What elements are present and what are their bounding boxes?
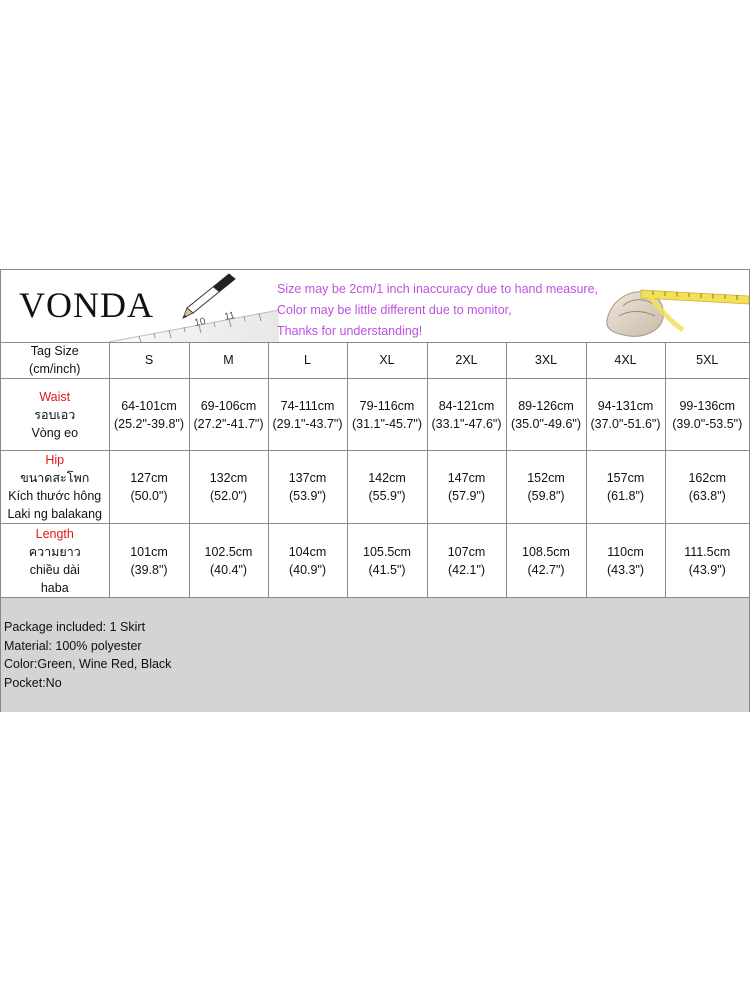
cm-value: 108.5cm <box>522 545 570 559</box>
label-line: Kích thước hông <box>8 489 102 503</box>
cm-value: 111.5cm <box>684 545 731 559</box>
waist-label <box>1 379 109 451</box>
inch-value: (55.9") <box>368 489 406 503</box>
size-chart <box>0 269 750 712</box>
label-line: Hip <box>45 453 65 467</box>
table-cell <box>268 451 347 524</box>
cm-value: 107cm <box>447 545 486 559</box>
inch-value: (37.0"-51.6") <box>590 416 661 431</box>
table-cell <box>586 524 665 599</box>
cm-value: 152cm <box>527 471 565 485</box>
table-cell <box>189 379 268 451</box>
label-line: haba <box>40 581 69 595</box>
cm-value: 147cm <box>447 471 486 485</box>
cm-value: 99-136cm <box>679 398 736 413</box>
table-row-length <box>1 524 749 599</box>
table-cell <box>109 451 189 524</box>
label-line: ความยาว <box>28 545 81 559</box>
table-cell <box>665 451 749 524</box>
cm-value: 64-101cm <box>121 398 177 413</box>
header-label-line: Tag Size <box>30 344 79 358</box>
cm-value: 79-116cm <box>359 398 415 413</box>
pocket-info: Pocket:No <box>4 675 62 690</box>
table-cell <box>189 524 268 599</box>
cm-value: 137cm <box>288 471 327 485</box>
size-table <box>1 342 749 599</box>
cm-value: 105.5cm <box>363 545 411 559</box>
note-line: Color may be little different due to monitor, <box>277 303 512 317</box>
table-cell <box>427 379 506 451</box>
inch-value: (25.2"-39.8") <box>113 416 185 431</box>
inch-value: (50.0") <box>130 489 168 503</box>
header-label-line: (cm/inch) <box>29 362 81 376</box>
length-label <box>1 524 109 599</box>
table-cell <box>347 379 427 451</box>
inch-value: (52.0") <box>209 489 248 503</box>
inch-value: (43.3") <box>606 563 645 577</box>
size-header: S <box>109 342 189 379</box>
size-header: L <box>268 342 347 379</box>
ruler-number: 11 <box>223 310 236 323</box>
table-cell <box>109 379 189 451</box>
table-cell <box>586 379 665 451</box>
inch-value: (29.1"-43.7") <box>272 416 343 431</box>
size-header: XL <box>347 342 427 379</box>
cm-value: 142cm <box>368 471 406 485</box>
inch-value: (42.1") <box>447 563 486 577</box>
size-header: 3XL <box>506 342 586 379</box>
inch-value: (27.2"-41.7") <box>193 416 264 431</box>
inch-value: (61.8") <box>606 489 645 503</box>
inch-value: (43.9") <box>688 563 726 577</box>
table-cell <box>427 451 506 524</box>
table-cell <box>427 524 506 599</box>
inch-value: (35.0"-49.6") <box>510 416 582 431</box>
brand-logo: VONDA <box>19 285 154 325</box>
measuring-tape-illustration <box>601 270 749 342</box>
cm-value: 102.5cm <box>204 545 253 559</box>
size-header: 2XL <box>427 342 506 379</box>
material-info: Material: 100% polyester <box>4 638 142 653</box>
header-banner <box>1 270 749 343</box>
cm-value: 157cm <box>606 471 645 485</box>
table-cell <box>506 379 586 451</box>
ruler-number: 10 <box>193 316 207 329</box>
table-cell <box>586 451 665 524</box>
table-cell <box>347 451 427 524</box>
inch-value: (63.8") <box>688 489 726 503</box>
size-notes <box>277 279 598 342</box>
table-row-waist <box>1 379 749 451</box>
label-line: Laki ng balakang <box>7 507 103 521</box>
cm-value: 127cm <box>130 471 168 485</box>
cm-value: 89-126cm <box>518 398 574 413</box>
cm-value: 101cm <box>130 545 168 559</box>
inch-value: (39.8") <box>130 563 168 577</box>
table-cell <box>347 524 427 599</box>
table-cell <box>506 524 586 599</box>
tag-size-header <box>1 342 109 379</box>
table-header-row <box>1 342 749 379</box>
table-cell <box>189 451 268 524</box>
cm-value: 74-111cm <box>280 398 335 413</box>
inch-value: (33.1"-47.6") <box>431 416 502 431</box>
label-line: Length <box>35 527 74 541</box>
cm-value: 132cm <box>209 471 248 485</box>
package-info: Package included: 1 Skirt <box>4 620 146 634</box>
color-info: Color:Green, Wine Red, Black <box>4 657 172 671</box>
table-row-hip <box>1 451 749 524</box>
inch-value: (59.8") <box>527 489 565 503</box>
inch-value: (41.5") <box>368 563 406 577</box>
table-cell <box>665 524 749 599</box>
label-line: Waist <box>39 389 71 404</box>
cm-value: 162cm <box>688 471 727 485</box>
table-cell <box>268 379 347 451</box>
inch-value: (53.9") <box>288 489 327 503</box>
label-line: ขนาดสะโพก <box>20 471 90 485</box>
label-line: รอบเอว <box>34 407 76 422</box>
cm-value: 110cm <box>607 545 644 559</box>
cm-value: 94-131cm <box>597 398 654 413</box>
inch-value: (57.9") <box>447 489 486 503</box>
size-header: 5XL <box>665 342 749 379</box>
inch-value: (40.4") <box>209 563 248 577</box>
table-cell <box>268 524 347 599</box>
inch-value: (40.9") <box>288 563 327 577</box>
inch-value: (42.7") <box>527 563 565 577</box>
ruler-pencil-illustration <box>109 270 279 342</box>
product-info <box>1 597 749 712</box>
cm-value: 104cm <box>288 545 327 559</box>
size-header: M <box>189 342 268 379</box>
note-line: Size may be 2cm/1 inch inaccuracy due to hand measure, <box>277 282 599 296</box>
product-info-lines <box>4 618 171 692</box>
table-cell <box>665 379 749 451</box>
size-header: 4XL <box>586 342 665 379</box>
table-cell <box>506 451 586 524</box>
note-line: Thanks for understanding! <box>277 324 423 338</box>
table-cell <box>109 524 189 599</box>
label-line: Vòng eo <box>31 425 79 440</box>
inch-value: (31.1"-45.7") <box>351 416 423 431</box>
cm-value: 84-121cm <box>438 398 495 413</box>
label-line: chiều dài <box>29 563 80 577</box>
cm-value: 69-106cm <box>200 398 257 413</box>
hip-label <box>1 451 109 524</box>
inch-value: (39.0"-53.5") <box>672 416 743 431</box>
